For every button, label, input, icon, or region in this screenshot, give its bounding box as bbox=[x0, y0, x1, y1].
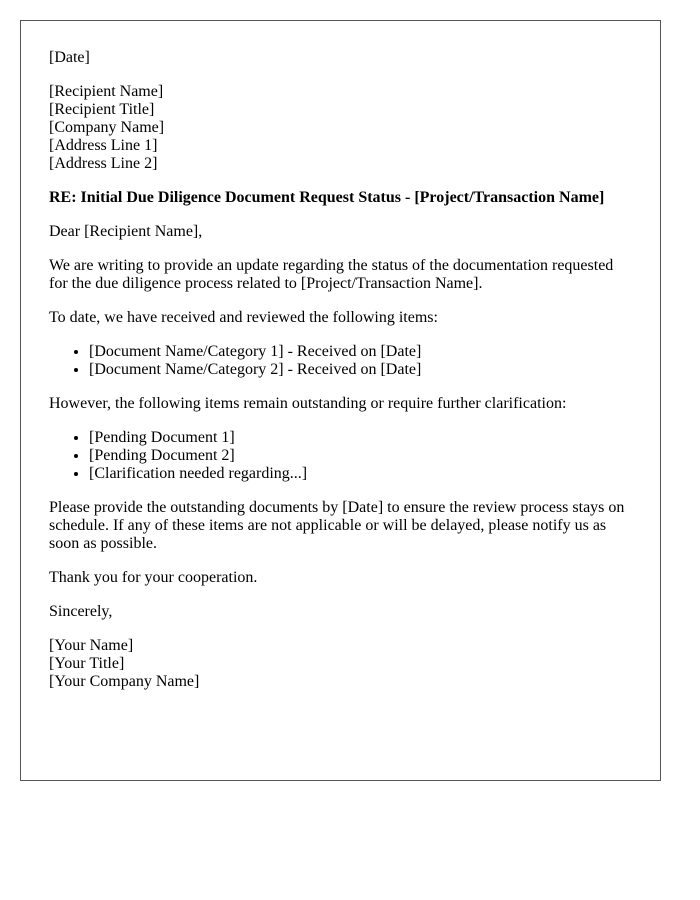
recipient-address-line-2: [Address Line 2] bbox=[49, 155, 158, 172]
signature-block bbox=[49, 637, 632, 691]
letter-page bbox=[20, 20, 661, 781]
list-item: • [Pending Document 2] bbox=[89, 447, 632, 465]
date-text: [Date] bbox=[49, 49, 90, 66]
list-item: • [Document Name/Category 2] - Received on [Date] bbox=[89, 361, 632, 379]
subject-line: RE: Initial Due Diligence Document Request Status - [Project/Transaction Name] bbox=[49, 189, 605, 206]
recipient-address-block bbox=[49, 83, 632, 173]
recipient-company: [Company Name] bbox=[49, 119, 165, 136]
outstanding-heading: However, the following items remain outstanding or require further clarification: bbox=[49, 395, 567, 412]
list-item: • [Document Name/Category 1] - Received on [Date] bbox=[89, 343, 632, 361]
list-item: • [Pending Document 1] bbox=[89, 429, 632, 447]
salutation: Dear [Recipient Name], bbox=[49, 223, 203, 240]
received-items-list bbox=[49, 343, 632, 379]
sender-title: [Your Title] bbox=[49, 655, 125, 672]
intro-paragraph: We are writing to provide an update regarding the status of the documentation requested for the due diligence process related to [Project/Transaction Name]. bbox=[49, 257, 614, 292]
recipient-address-line-1: [Address Line 1] bbox=[49, 137, 158, 154]
letter-date bbox=[49, 49, 632, 67]
recipient-name: [Recipient Name] bbox=[49, 83, 164, 100]
outstanding-items-list bbox=[49, 429, 632, 483]
request-paragraph: Please provide the outstanding documents by [Date] to ensure the review process stays on schedule. If any of these items are not applicable or will be delayed, please notify us as soon as possible. bbox=[49, 499, 625, 552]
received-heading: To date, we have received and reviewed the following items: bbox=[49, 309, 438, 326]
recipient-title: [Recipient Title] bbox=[49, 101, 155, 118]
thanks-paragraph: Thank you for your cooperation. bbox=[49, 569, 258, 586]
list-item: • [Clarification needed regarding...] bbox=[89, 465, 632, 483]
sender-name: [Your Name] bbox=[49, 637, 134, 654]
sender-company: [Your Company Name] bbox=[49, 673, 200, 690]
closing: Sincerely, bbox=[49, 603, 113, 620]
